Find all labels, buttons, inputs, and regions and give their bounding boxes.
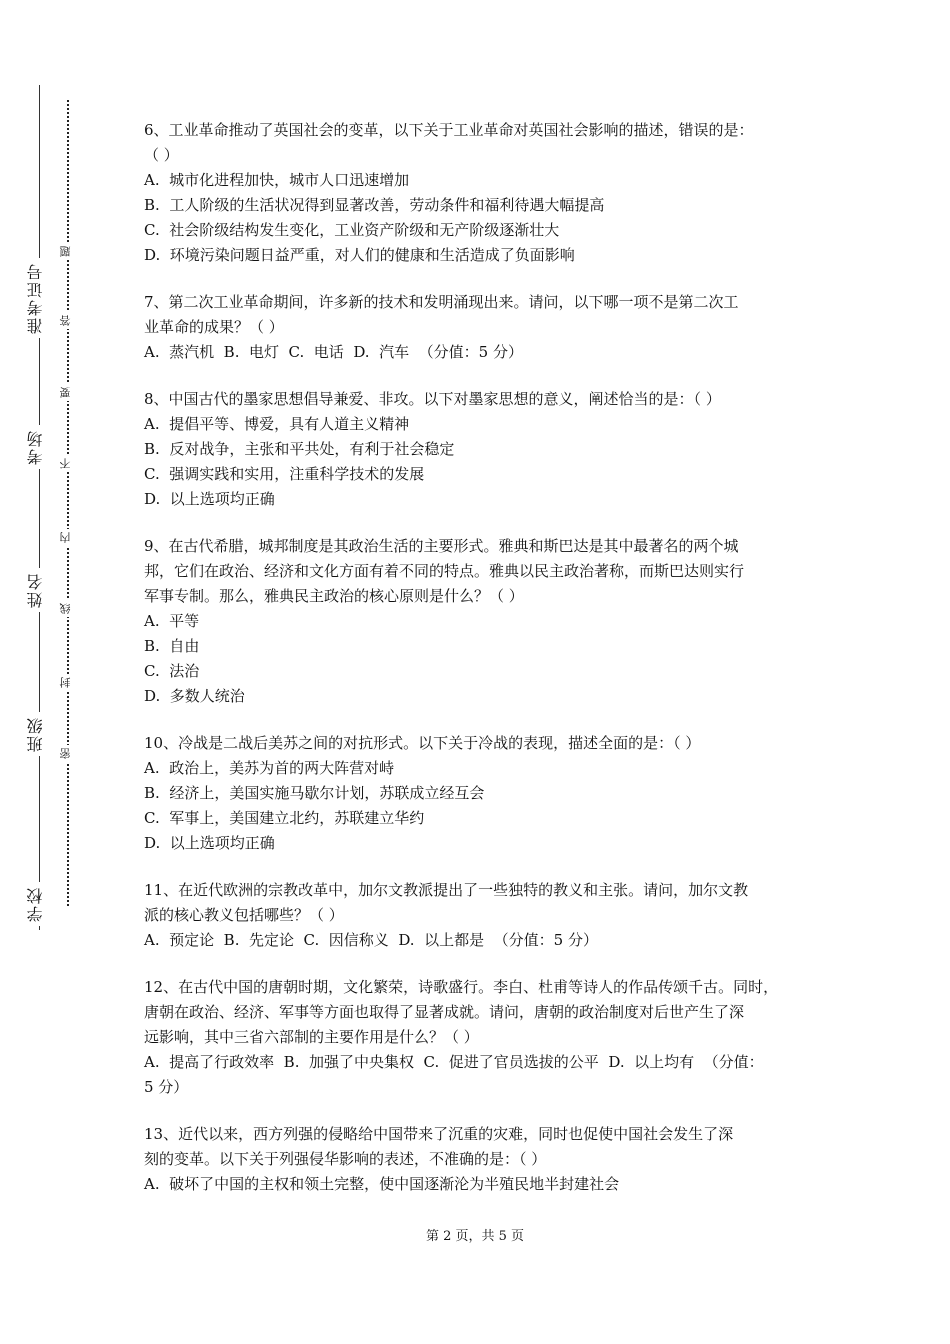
question-8 bbox=[144, 387, 812, 512]
question-12 bbox=[144, 975, 812, 1100]
option-line: A. 蒸汽机 B. 电灯 C. 电话 D. 汽车 （分值：5 分） bbox=[144, 343, 523, 361]
seal-char-yao: 要 bbox=[59, 384, 77, 401]
question-13 bbox=[144, 1122, 812, 1197]
question-7 bbox=[144, 290, 812, 365]
seal-char-bu: 不 bbox=[59, 455, 77, 472]
option-line: 5 分） bbox=[144, 1078, 189, 1096]
question-stem-line: 派的核心教义包括哪些？（ ） bbox=[144, 906, 344, 924]
question-stem-line: 刻的变革。以下关于列强侵华影响的表述，不准确的是：（ ） bbox=[144, 1150, 547, 1168]
class-label: 班级 bbox=[26, 712, 54, 756]
question-stem-line: 11、在近代欧洲的宗教改革中，加尔文教派提出了一些独特的教义和主张。请问，加尔文教 bbox=[144, 881, 749, 899]
question-stem-line: 业革命的成果？（ ） bbox=[144, 318, 284, 336]
exam-number-label: 准考证号 bbox=[26, 258, 54, 338]
question-stem-line: 7、第二次工业革命期间，许多新的技术和发明涌现出来。请问，以下哪一项不是第二次工 bbox=[144, 293, 739, 311]
option-a: A. 城市化进程加快，城市人口迅速增加 bbox=[144, 171, 410, 189]
seal-char-da: 答 bbox=[59, 312, 77, 329]
option-a: A. 平等 bbox=[144, 612, 200, 630]
option-b: B. 经济上，美国实施马歇尔计划，苏联成立经互会 bbox=[144, 784, 485, 802]
question-stem-line: 军事专制。那么，雅典民主政治的核心原则是什么？（ ） bbox=[144, 587, 524, 605]
seal-char-xian: 线 bbox=[59, 600, 77, 617]
option-b: B. 工人阶级的生活状况得到显著改善，劳动条件和福利待遇大幅提高 bbox=[144, 196, 605, 214]
page-number: 第 2 页，共 5 页 bbox=[425, 1229, 525, 1244]
question-stem-line: 邦，它们在政治、经济和文化方面有着不同的特点。雅典以民主政治著称，而斯巴达则实行 bbox=[144, 562, 745, 580]
question-stem-line: 唐朝在政治、经济、军事等方面也取得了显著成就。请问，唐朝的政治制度对后世产生了深 bbox=[144, 1003, 745, 1021]
option-b: B. 自由 bbox=[144, 637, 200, 655]
question-6 bbox=[144, 118, 812, 268]
seal-char-ti: 题 bbox=[59, 243, 77, 260]
option-a: A. 政治上，美苏为首的两大阵营对峙 bbox=[144, 759, 395, 777]
question-stem-line: 13、近代以来，西方列强的侵略给中国带来了沉重的灾难，同时也促使中国社会发生了深 bbox=[144, 1125, 734, 1143]
question-10 bbox=[144, 731, 812, 856]
option-d: D. 以上选项均正确 bbox=[144, 834, 275, 852]
question-11 bbox=[144, 878, 812, 953]
option-a: A. 提倡平等、博爱，具有人道主义精神 bbox=[144, 415, 410, 433]
option-c: C. 社会阶级结构发生变化，工业资产阶级和无产阶级逐渐壮大 bbox=[144, 221, 560, 239]
question-stem-line: 12、在古代中国的唐朝时期，文化繁荣，诗歌盛行。李白、杜甫等诗人的作品传颂千古。同时， bbox=[144, 978, 779, 996]
seal-dotted-line bbox=[67, 100, 69, 906]
option-d: D. 多数人统治 bbox=[144, 687, 245, 705]
exam-room-label: 考场 bbox=[26, 425, 54, 469]
question-stem-line: 6、工业革命推动了英国社会的变革，以下关于工业革命对英国社会影响的描述，错误的是： bbox=[144, 121, 754, 139]
binding-line bbox=[39, 85, 40, 930]
seal-char-feng: 封 bbox=[59, 674, 77, 691]
question-stem-line: 8、中国古代的墨家思想倡导兼爱、非攻。以下对墨家思想的意义，阐述恰当的是：（ ） bbox=[144, 390, 721, 408]
name-label: 姓名 bbox=[26, 568, 54, 612]
question-9 bbox=[144, 534, 812, 709]
seal-char-mi: 密 bbox=[59, 745, 77, 762]
question-stem-line: 10、冷战是二战后美苏之间的对抗形式。以下关于冷战的表现，描述全面的是：（ ） bbox=[144, 734, 701, 752]
option-c: C. 强调实践和实用，注重科学技术的发展 bbox=[144, 465, 425, 483]
question-stem-line: 9、在古代希腊，城邦制度是其政治生活的主要形式。雅典和斯巴达是其中最著名的两个城 bbox=[144, 537, 739, 555]
option-d: D. 环境污染问题日益严重，对人们的健康和生活造成了负面影响 bbox=[144, 246, 575, 264]
seal-char-nei: 内 bbox=[59, 529, 77, 546]
question-stem-line: （ ） bbox=[144, 146, 179, 164]
option-line: A. 提高了行政效率 B. 加强了中央集权 C. 促进了官员选拔的公平 D. 以上均有 （分值： bbox=[144, 1053, 764, 1071]
question-stem-line: 远影响，其中三省六部制的主要作用是什么？（ ） bbox=[144, 1028, 479, 1046]
option-line: A. 预定论 B. 先定论 C. 因信称义 D. 以上都是 （分值：5 分） bbox=[144, 931, 598, 949]
option-d: D. 以上选项均正确 bbox=[144, 490, 275, 508]
option-c: C. 军事上，美国建立北约，苏联建立华约 bbox=[144, 809, 425, 827]
option-c: C. 法治 bbox=[144, 662, 200, 680]
school-label: 学校 bbox=[26, 882, 54, 926]
option-b: B. 反对战争，主张和平共处，有利于社会稳定 bbox=[144, 440, 455, 458]
option-a: A. 破坏了中国的主权和领土完整，使中国逐渐沦为半殖民地半封建社会 bbox=[144, 1175, 620, 1193]
question-list bbox=[144, 118, 812, 1219]
